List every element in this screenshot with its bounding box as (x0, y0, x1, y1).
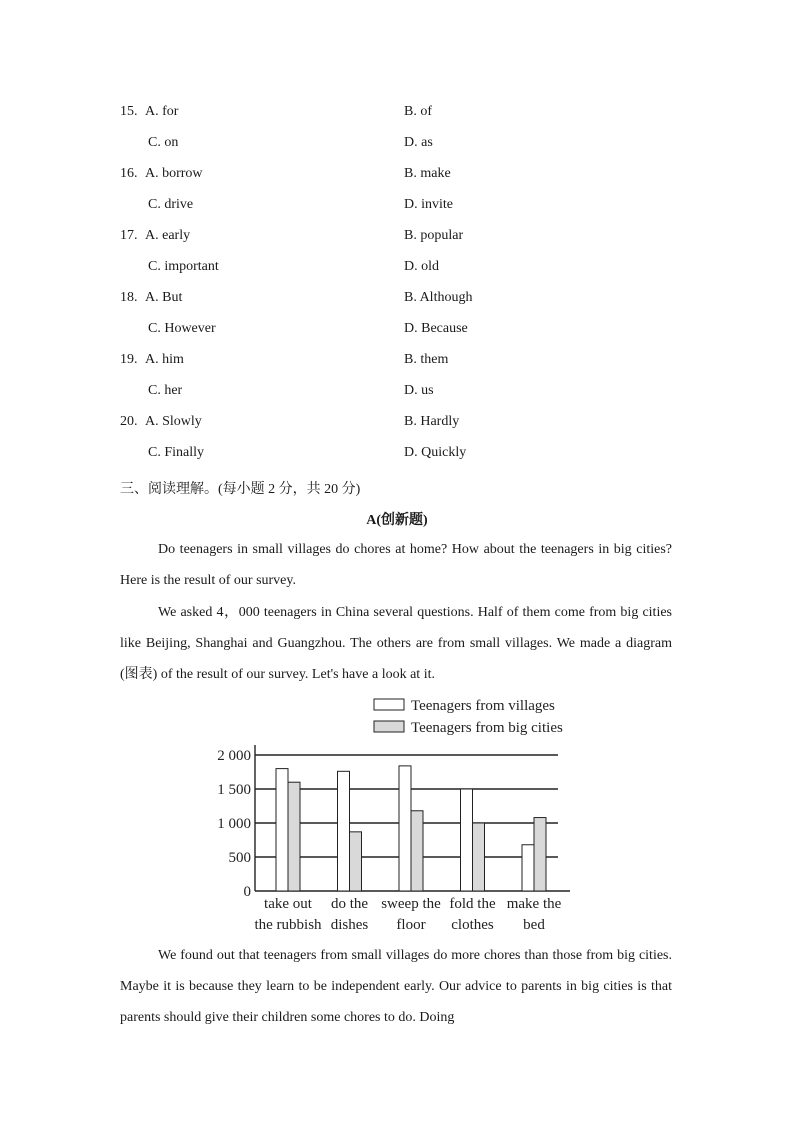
paragraph-1 (120, 534, 672, 596)
x-tick-label: make the (506, 896, 562, 912)
option-d: D. as (404, 135, 433, 150)
bar-chart (0, 690, 794, 940)
y-tick-label: 1 500 (217, 782, 251, 798)
y-tick-label: 1 000 (217, 816, 251, 832)
x-tick-label: dishes (330, 917, 369, 933)
paragraph-3-text: We found out that teenagers from small villages do more chores than those from big cities. Maybe it is because they learn to be independent early. Our advice to parents in big cities is that parents should give their children some chores to do. Doing (120, 948, 672, 1025)
option-c: C. her (148, 383, 183, 398)
option-b: B. Hardly (404, 414, 460, 429)
y-tick-label: 0 (243, 884, 251, 900)
option-c: C. important (148, 259, 219, 274)
option-c: C. drive (148, 197, 194, 212)
option-b: B. Although (404, 290, 473, 305)
option-c: C. However (148, 321, 216, 336)
option-d: D. invite (404, 197, 453, 212)
option-c: C. on (148, 135, 179, 150)
option-b: B. them (404, 352, 449, 367)
option-a: A. him (145, 352, 184, 367)
question-number: 19. (120, 352, 138, 367)
question-number: 18. (120, 290, 138, 305)
x-tick-label: floor (396, 917, 426, 933)
paragraph-3 (120, 940, 672, 1033)
bar (288, 782, 300, 891)
option-c: C. Finally (148, 445, 205, 460)
option-a: A. for (145, 104, 179, 119)
y-tick-label: 2 000 (217, 748, 251, 764)
question-number: 15. (120, 104, 138, 119)
bar (411, 811, 423, 891)
option-d: D. us (404, 383, 434, 398)
option-a: A. Slowly (145, 414, 202, 429)
option-a: A. borrow (145, 166, 203, 181)
legend-swatch (374, 699, 404, 710)
bar (276, 769, 288, 891)
legend-label: Teenagers from big cities (411, 720, 563, 736)
option-a: A. early (145, 228, 191, 243)
bar (473, 823, 485, 891)
x-tick-label: sweep the (381, 896, 441, 912)
paragraph-1-text: Do teenagers in small villages do chores at home? How about the teenagers in big cities? Here is the result of our survey. (120, 542, 672, 588)
x-tick-label: the rubbish (254, 917, 322, 933)
question-number: 17. (120, 228, 138, 243)
question-number: 20. (120, 414, 138, 429)
y-tick-label: 500 (228, 850, 251, 866)
option-a: A. But (145, 290, 183, 305)
passage-heading: A(创新题) (366, 513, 428, 528)
bar (399, 766, 411, 891)
x-tick-label: take out (264, 896, 312, 912)
bar (338, 771, 350, 891)
option-b: B. popular (404, 228, 464, 243)
bar (461, 789, 473, 891)
section-title: 三、阅读理解。(每小题 2 分，共 20 分) (120, 482, 361, 497)
x-tick-label: fold the (449, 896, 496, 912)
paragraph-2-text: We asked 4，000 teenagers in China several questions. Half of them come from big cities like Beijing, Shanghai and Guangzhou. The others are from small villages. We made a diagram (图表) of the result of our survey. Let's have a look at it. (120, 605, 672, 682)
x-tick-label: bed (523, 917, 545, 933)
bar (534, 818, 546, 891)
option-b: B. of (404, 104, 432, 119)
paragraph-2 (120, 597, 672, 690)
x-tick-label: do the (330, 896, 369, 912)
legend-swatch (374, 721, 404, 732)
option-d: D. Because (404, 321, 468, 336)
bar (522, 845, 534, 891)
option-d: D. old (404, 259, 439, 274)
bar (350, 832, 362, 891)
option-b: B. make (404, 166, 451, 181)
question-number: 16. (120, 166, 138, 181)
option-d: D. Quickly (404, 445, 467, 460)
legend-label: Teenagers from villages (411, 698, 555, 714)
x-tick-label: clothes (451, 917, 494, 933)
